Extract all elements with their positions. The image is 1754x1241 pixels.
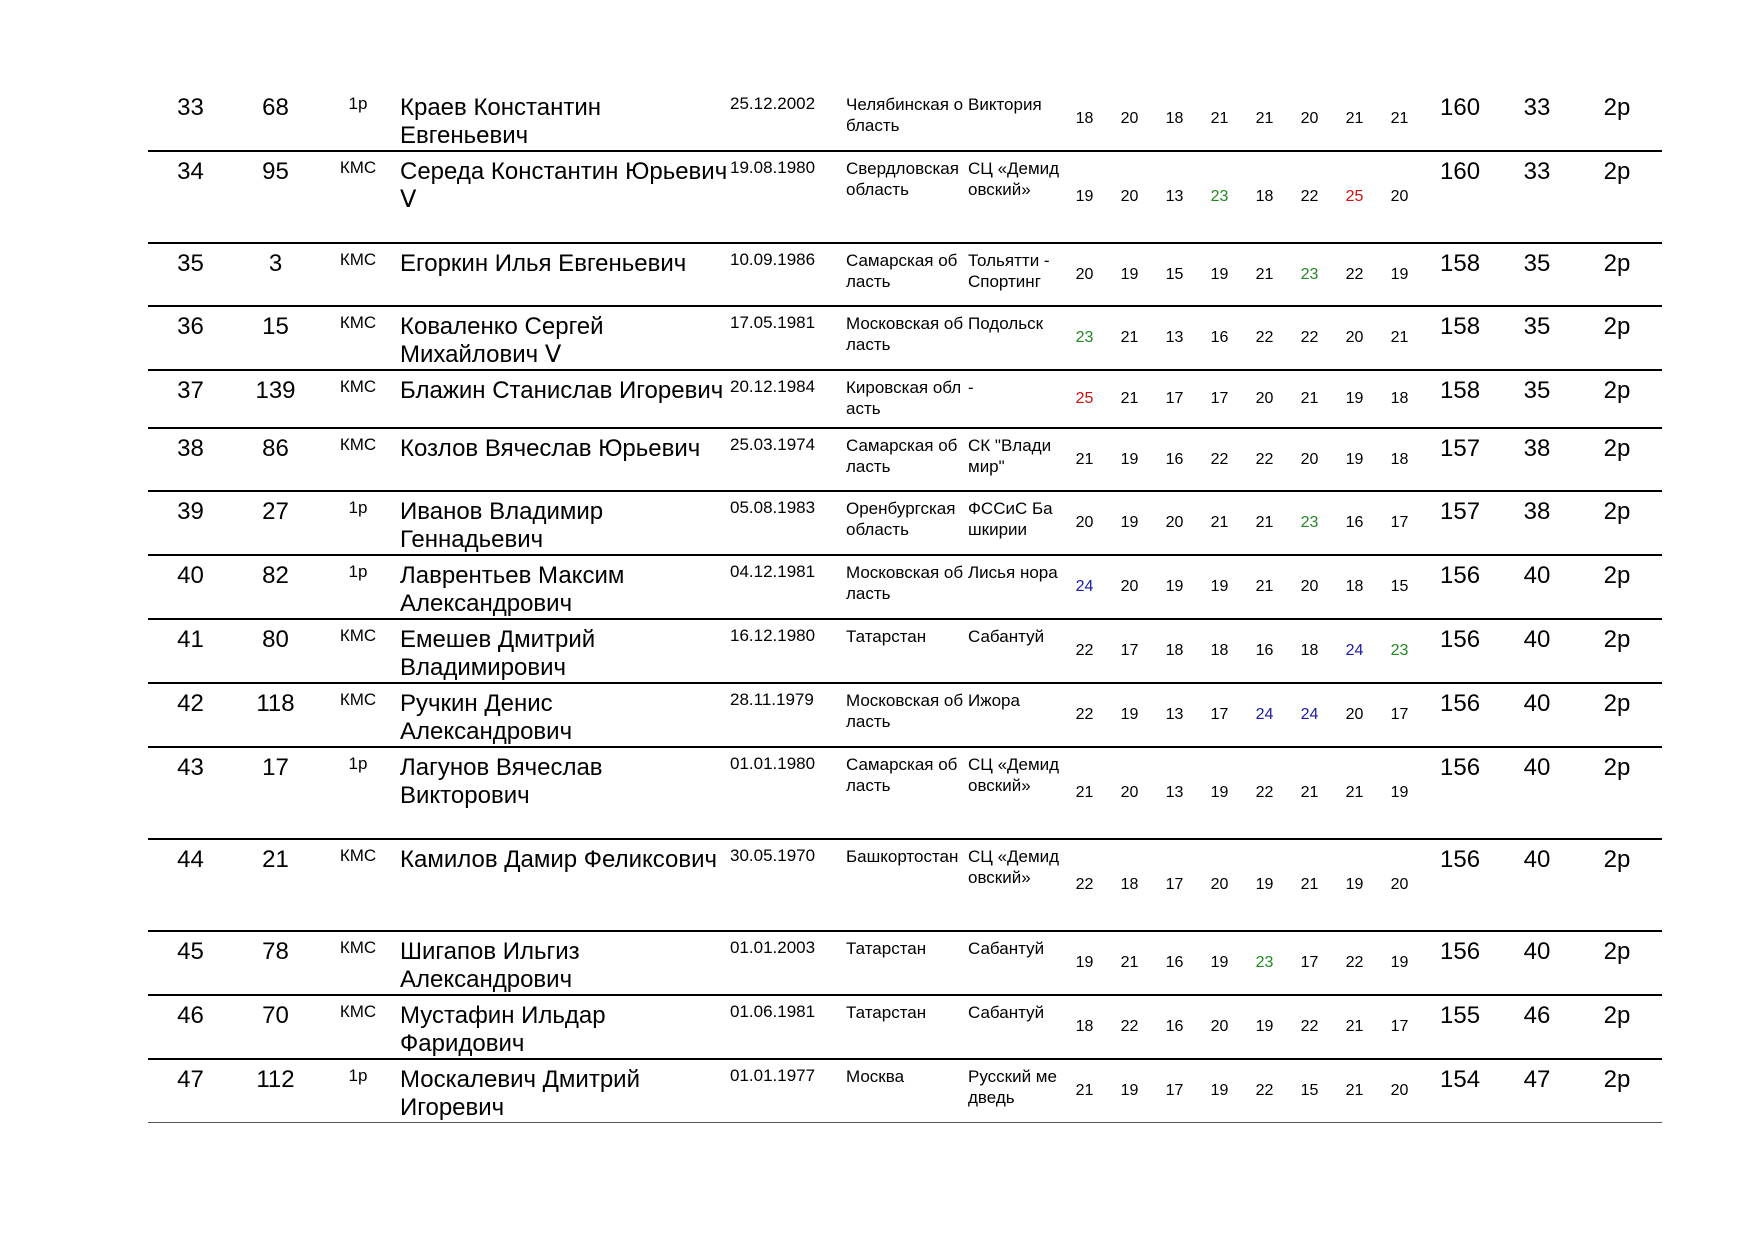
series-score-cell: 23 bbox=[1242, 931, 1287, 995]
series-score-cell: 18 bbox=[1152, 88, 1197, 151]
series-score-cell: 22 bbox=[1242, 1059, 1287, 1123]
final-position-cell: 46 bbox=[1502, 995, 1572, 1059]
series-score-cell: 19 bbox=[1332, 839, 1377, 931]
series-score-cell: 20 bbox=[1242, 370, 1287, 428]
athlete-name-cell: Краев Константин Евгеньевич bbox=[398, 88, 728, 151]
athlete-name-cell: Егоркин Илья Евгеньевич bbox=[398, 243, 728, 306]
place-cell: 43 bbox=[148, 747, 233, 839]
series-score-cell: 19 bbox=[1107, 1059, 1152, 1123]
series-score-cell: 19 bbox=[1197, 555, 1242, 619]
place-cell: 44 bbox=[148, 839, 233, 931]
sport-rank-cell: 1р bbox=[318, 491, 398, 555]
series-score-cell: 19 bbox=[1377, 931, 1422, 995]
place-cell: 41 bbox=[148, 619, 233, 683]
achieved-category-cell: 2р bbox=[1572, 1059, 1662, 1123]
total-score-cell: 156 bbox=[1422, 555, 1502, 619]
final-position-cell: 40 bbox=[1502, 619, 1572, 683]
series-score-cell: 17 bbox=[1197, 370, 1242, 428]
achieved-category-cell: 2р bbox=[1572, 491, 1662, 555]
series-score-cell: 20 bbox=[1287, 555, 1332, 619]
birth-date-cell: 17.05.1981 bbox=[728, 306, 844, 370]
series-score-cell: 19 bbox=[1377, 243, 1422, 306]
sport-rank-cell: КМС bbox=[318, 683, 398, 747]
club-cell: СК "Владимир" bbox=[966, 428, 1062, 491]
region-cell: Свердловская область bbox=[844, 151, 966, 243]
place-cell: 35 bbox=[148, 243, 233, 306]
athlete-name-cell: Середа Константин Юрьевич ᐯ bbox=[398, 151, 728, 243]
athlete-name-cell: Козлов Вячеслав Юрьевич bbox=[398, 428, 728, 491]
achieved-category-cell: 2р bbox=[1572, 747, 1662, 839]
athlete-name-cell: Блажин Станислав Игоревич bbox=[398, 370, 728, 428]
series-score-cell: 18 bbox=[1332, 555, 1377, 619]
series-score-cell: 22 bbox=[1242, 747, 1287, 839]
achieved-category-cell: 2р bbox=[1572, 683, 1662, 747]
birth-date-cell: 01.01.1977 bbox=[728, 1059, 844, 1123]
achieved-category-cell: 2р bbox=[1572, 619, 1662, 683]
final-position-cell: 40 bbox=[1502, 555, 1572, 619]
bib-number-cell: 82 bbox=[233, 555, 318, 619]
series-score-cell: 25 bbox=[1332, 151, 1377, 243]
club-cell: Подольск bbox=[966, 306, 1062, 370]
series-score-cell: 19 bbox=[1377, 747, 1422, 839]
series-score-cell: 20 bbox=[1332, 306, 1377, 370]
athlete-name-cell: Камилов Дамир Феликсович bbox=[398, 839, 728, 931]
series-score-cell: 21 bbox=[1287, 747, 1332, 839]
final-position-cell: 40 bbox=[1502, 839, 1572, 931]
athlete-name-cell: Лагунов Вячеслав Викторович bbox=[398, 747, 728, 839]
club-cell: Тольятти - Спортинг bbox=[966, 243, 1062, 306]
place-cell: 36 bbox=[148, 306, 233, 370]
sport-rank-cell: КМС bbox=[318, 370, 398, 428]
table-row bbox=[148, 555, 1662, 619]
series-score-cell: 17 bbox=[1107, 619, 1152, 683]
series-score-cell: 20 bbox=[1107, 747, 1152, 839]
series-score-cell: 21 bbox=[1287, 839, 1332, 931]
bib-number-cell: 21 bbox=[233, 839, 318, 931]
series-score-cell: 24 bbox=[1332, 619, 1377, 683]
series-score-cell: 21 bbox=[1062, 1059, 1107, 1123]
sport-rank-cell: КМС bbox=[318, 306, 398, 370]
series-score-cell: 22 bbox=[1062, 839, 1107, 931]
birth-date-cell: 20.12.1984 bbox=[728, 370, 844, 428]
final-position-cell: 33 bbox=[1502, 88, 1572, 151]
series-score-cell: 21 bbox=[1332, 1059, 1377, 1123]
series-score-cell: 21 bbox=[1332, 995, 1377, 1059]
birth-date-cell: 28.11.1979 bbox=[728, 683, 844, 747]
bib-number-cell: 139 bbox=[233, 370, 318, 428]
region-cell: Татарстан bbox=[844, 995, 966, 1059]
final-position-cell: 35 bbox=[1502, 243, 1572, 306]
series-score-cell: 21 bbox=[1287, 370, 1332, 428]
athlete-name-cell: Шигапов Ильгиз Александрович bbox=[398, 931, 728, 995]
final-position-cell: 40 bbox=[1502, 747, 1572, 839]
athlete-name-cell: Коваленко Сергей Михайлович ᐯ bbox=[398, 306, 728, 370]
achieved-category-cell: 2р bbox=[1572, 555, 1662, 619]
series-score-cell: 22 bbox=[1242, 306, 1287, 370]
series-score-cell: 13 bbox=[1152, 306, 1197, 370]
bib-number-cell: 27 bbox=[233, 491, 318, 555]
achieved-category-cell: 2р bbox=[1572, 995, 1662, 1059]
series-score-cell: 20 bbox=[1287, 88, 1332, 151]
achieved-category-cell: 2р bbox=[1572, 370, 1662, 428]
series-score-cell: 21 bbox=[1107, 306, 1152, 370]
sport-rank-cell: КМС bbox=[318, 243, 398, 306]
series-score-cell: 17 bbox=[1152, 839, 1197, 931]
series-score-cell: 20 bbox=[1377, 151, 1422, 243]
series-score-cell: 22 bbox=[1287, 306, 1332, 370]
sport-rank-cell: КМС bbox=[318, 931, 398, 995]
series-score-cell: 22 bbox=[1197, 428, 1242, 491]
place-cell: 37 bbox=[148, 370, 233, 428]
series-score-cell: 22 bbox=[1287, 995, 1332, 1059]
final-position-cell: 33 bbox=[1502, 151, 1572, 243]
series-score-cell: 18 bbox=[1287, 619, 1332, 683]
total-score-cell: 156 bbox=[1422, 747, 1502, 839]
total-score-cell: 157 bbox=[1422, 428, 1502, 491]
series-score-cell: 21 bbox=[1332, 88, 1377, 151]
series-score-cell: 21 bbox=[1242, 88, 1287, 151]
series-score-cell: 21 bbox=[1062, 428, 1107, 491]
athlete-name-cell: Москалевич Дмитрий Игоревич bbox=[398, 1059, 728, 1123]
series-score-cell: 20 bbox=[1287, 428, 1332, 491]
sport-rank-cell: 1р bbox=[318, 1059, 398, 1123]
region-cell: Оренбургская область bbox=[844, 491, 966, 555]
total-score-cell: 156 bbox=[1422, 931, 1502, 995]
series-score-cell: 18 bbox=[1197, 619, 1242, 683]
series-score-cell: 16 bbox=[1152, 428, 1197, 491]
total-score-cell: 158 bbox=[1422, 306, 1502, 370]
total-score-cell: 158 bbox=[1422, 370, 1502, 428]
table-row bbox=[148, 491, 1662, 555]
total-score-cell: 156 bbox=[1422, 619, 1502, 683]
club-cell: Лисья нора bbox=[966, 555, 1062, 619]
series-score-cell: 18 bbox=[1107, 839, 1152, 931]
club-cell: Ижора bbox=[966, 683, 1062, 747]
region-cell: Московская область bbox=[844, 683, 966, 747]
series-score-cell: 22 bbox=[1332, 243, 1377, 306]
final-position-cell: 47 bbox=[1502, 1059, 1572, 1123]
total-score-cell: 157 bbox=[1422, 491, 1502, 555]
series-score-cell: 15 bbox=[1287, 1059, 1332, 1123]
bib-number-cell: 70 bbox=[233, 995, 318, 1059]
achieved-category-cell: 2р bbox=[1572, 428, 1662, 491]
table-row bbox=[148, 683, 1662, 747]
final-position-cell: 38 bbox=[1502, 428, 1572, 491]
total-score-cell: 160 bbox=[1422, 88, 1502, 151]
series-score-cell: 22 bbox=[1332, 931, 1377, 995]
series-score-cell: 19 bbox=[1107, 491, 1152, 555]
series-score-cell: 21 bbox=[1377, 306, 1422, 370]
bib-number-cell: 95 bbox=[233, 151, 318, 243]
place-cell: 40 bbox=[148, 555, 233, 619]
series-score-cell: 18 bbox=[1242, 151, 1287, 243]
athlete-name-cell: Мустафин Ильдар Фаридович bbox=[398, 995, 728, 1059]
club-cell: Сабантуй bbox=[966, 619, 1062, 683]
place-cell: 34 bbox=[148, 151, 233, 243]
series-score-cell: 16 bbox=[1152, 995, 1197, 1059]
series-score-cell: 18 bbox=[1377, 428, 1422, 491]
series-score-cell: 21 bbox=[1332, 747, 1377, 839]
bib-number-cell: 86 bbox=[233, 428, 318, 491]
series-score-cell: 16 bbox=[1332, 491, 1377, 555]
series-score-cell: 13 bbox=[1152, 683, 1197, 747]
region-cell: Татарстан bbox=[844, 931, 966, 995]
achieved-category-cell: 2р bbox=[1572, 88, 1662, 151]
series-score-cell: 19 bbox=[1332, 370, 1377, 428]
series-score-cell: 24 bbox=[1062, 555, 1107, 619]
final-position-cell: 40 bbox=[1502, 683, 1572, 747]
sport-rank-cell: КМС bbox=[318, 428, 398, 491]
series-score-cell: 15 bbox=[1377, 555, 1422, 619]
series-score-cell: 20 bbox=[1197, 839, 1242, 931]
region-cell: Московская область bbox=[844, 555, 966, 619]
series-score-cell: 20 bbox=[1377, 1059, 1422, 1123]
series-score-cell: 21 bbox=[1242, 491, 1287, 555]
achieved-category-cell: 2р bbox=[1572, 839, 1662, 931]
region-cell: Москва bbox=[844, 1059, 966, 1123]
club-cell: Виктория bbox=[966, 88, 1062, 151]
birth-date-cell: 30.05.1970 bbox=[728, 839, 844, 931]
table-row bbox=[148, 839, 1662, 931]
series-score-cell: 23 bbox=[1287, 243, 1332, 306]
series-score-cell: 23 bbox=[1287, 491, 1332, 555]
series-score-cell: 20 bbox=[1107, 151, 1152, 243]
series-score-cell: 19 bbox=[1197, 1059, 1242, 1123]
place-cell: 47 bbox=[148, 1059, 233, 1123]
sport-rank-cell: 1р bbox=[318, 555, 398, 619]
series-score-cell: 21 bbox=[1197, 491, 1242, 555]
bib-number-cell: 68 bbox=[233, 88, 318, 151]
series-score-cell: 21 bbox=[1107, 370, 1152, 428]
birth-date-cell: 05.08.1983 bbox=[728, 491, 844, 555]
series-score-cell: 19 bbox=[1107, 428, 1152, 491]
achieved-category-cell: 2р bbox=[1572, 931, 1662, 995]
series-score-cell: 18 bbox=[1062, 88, 1107, 151]
series-score-cell: 20 bbox=[1107, 88, 1152, 151]
bib-number-cell: 80 bbox=[233, 619, 318, 683]
bib-number-cell: 3 bbox=[233, 243, 318, 306]
athlete-name-cell: Лаврентьев Максим Александрович bbox=[398, 555, 728, 619]
table-row bbox=[148, 370, 1662, 428]
birth-date-cell: 01.06.1981 bbox=[728, 995, 844, 1059]
birth-date-cell: 25.03.1974 bbox=[728, 428, 844, 491]
club-cell: СЦ «Демидовский» bbox=[966, 839, 1062, 931]
series-score-cell: 21 bbox=[1197, 88, 1242, 151]
series-score-cell: 19 bbox=[1242, 839, 1287, 931]
table-row bbox=[148, 619, 1662, 683]
series-score-cell: 18 bbox=[1377, 370, 1422, 428]
series-score-cell: 20 bbox=[1107, 555, 1152, 619]
series-score-cell: 25 bbox=[1062, 370, 1107, 428]
total-score-cell: 154 bbox=[1422, 1059, 1502, 1123]
series-score-cell: 21 bbox=[1107, 931, 1152, 995]
place-cell: 33 bbox=[148, 88, 233, 151]
region-cell: Самарская область bbox=[844, 428, 966, 491]
region-cell: Башкортостан bbox=[844, 839, 966, 931]
sport-rank-cell: 1р bbox=[318, 88, 398, 151]
region-cell: Самарская область bbox=[844, 747, 966, 839]
table-row bbox=[148, 1059, 1662, 1123]
place-cell: 45 bbox=[148, 931, 233, 995]
series-score-cell: 17 bbox=[1287, 931, 1332, 995]
bib-number-cell: 15 bbox=[233, 306, 318, 370]
table-row bbox=[148, 243, 1662, 306]
sport-rank-cell: КМС bbox=[318, 151, 398, 243]
club-cell: СЦ «Демидовский» bbox=[966, 747, 1062, 839]
place-cell: 46 bbox=[148, 995, 233, 1059]
series-score-cell: 15 bbox=[1152, 243, 1197, 306]
sport-rank-cell: КМС bbox=[318, 839, 398, 931]
club-cell: СЦ «Демидовский» bbox=[966, 151, 1062, 243]
club-cell: - bbox=[966, 370, 1062, 428]
bib-number-cell: 118 bbox=[233, 683, 318, 747]
table-row bbox=[148, 931, 1662, 995]
birth-date-cell: 04.12.1981 bbox=[728, 555, 844, 619]
series-score-cell: 22 bbox=[1062, 619, 1107, 683]
table-row bbox=[148, 428, 1662, 491]
sport-rank-cell: КМС bbox=[318, 619, 398, 683]
series-score-cell: 16 bbox=[1152, 931, 1197, 995]
birth-date-cell: 01.01.2003 bbox=[728, 931, 844, 995]
table-row bbox=[148, 306, 1662, 370]
birth-date-cell: 25.12.2002 bbox=[728, 88, 844, 151]
place-cell: 38 bbox=[148, 428, 233, 491]
series-score-cell: 17 bbox=[1197, 683, 1242, 747]
series-score-cell: 24 bbox=[1242, 683, 1287, 747]
series-score-cell: 23 bbox=[1377, 619, 1422, 683]
table-row bbox=[148, 151, 1662, 243]
series-score-cell: 24 bbox=[1287, 683, 1332, 747]
region-cell: Московская область bbox=[844, 306, 966, 370]
series-score-cell: 22 bbox=[1107, 995, 1152, 1059]
total-score-cell: 156 bbox=[1422, 683, 1502, 747]
series-score-cell: 13 bbox=[1152, 747, 1197, 839]
series-score-cell: 19 bbox=[1197, 931, 1242, 995]
birth-date-cell: 01.01.1980 bbox=[728, 747, 844, 839]
table-row bbox=[148, 995, 1662, 1059]
region-cell: Кировская область bbox=[844, 370, 966, 428]
achieved-category-cell: 2р bbox=[1572, 243, 1662, 306]
final-position-cell: 40 bbox=[1502, 931, 1572, 995]
series-score-cell: 13 bbox=[1152, 151, 1197, 243]
series-score-cell: 20 bbox=[1377, 839, 1422, 931]
series-score-cell: 17 bbox=[1377, 995, 1422, 1059]
series-score-cell: 16 bbox=[1242, 619, 1287, 683]
bib-number-cell: 112 bbox=[233, 1059, 318, 1123]
bib-number-cell: 17 bbox=[233, 747, 318, 839]
total-score-cell: 156 bbox=[1422, 839, 1502, 931]
series-score-cell: 22 bbox=[1242, 428, 1287, 491]
series-score-cell: 22 bbox=[1062, 683, 1107, 747]
total-score-cell: 158 bbox=[1422, 243, 1502, 306]
birth-date-cell: 19.08.1980 bbox=[728, 151, 844, 243]
results-body bbox=[148, 88, 1662, 1123]
series-score-cell: 19 bbox=[1062, 151, 1107, 243]
series-score-cell: 19 bbox=[1242, 995, 1287, 1059]
achieved-category-cell: 2р bbox=[1572, 151, 1662, 243]
results-table bbox=[148, 88, 1662, 1123]
region-cell: Татарстан bbox=[844, 619, 966, 683]
series-score-cell: 17 bbox=[1377, 683, 1422, 747]
achieved-category-cell: 2р bbox=[1572, 306, 1662, 370]
series-score-cell: 21 bbox=[1242, 243, 1287, 306]
series-score-cell: 19 bbox=[1107, 683, 1152, 747]
club-cell: Сабантуй bbox=[966, 995, 1062, 1059]
series-score-cell: 20 bbox=[1332, 683, 1377, 747]
series-score-cell: 17 bbox=[1152, 370, 1197, 428]
series-score-cell: 19 bbox=[1197, 747, 1242, 839]
series-score-cell: 16 bbox=[1197, 306, 1242, 370]
region-cell: Челябинская область bbox=[844, 88, 966, 151]
athlete-name-cell: Иванов Владимир Геннадьевич bbox=[398, 491, 728, 555]
sport-rank-cell: 1р bbox=[318, 747, 398, 839]
series-score-cell: 18 bbox=[1062, 995, 1107, 1059]
series-score-cell: 20 bbox=[1152, 491, 1197, 555]
place-cell: 42 bbox=[148, 683, 233, 747]
total-score-cell: 160 bbox=[1422, 151, 1502, 243]
table-row bbox=[148, 88, 1662, 151]
sport-rank-cell: КМС bbox=[318, 995, 398, 1059]
athlete-name-cell: Емешев Дмитрий Владимирович bbox=[398, 619, 728, 683]
series-score-cell: 17 bbox=[1377, 491, 1422, 555]
region-cell: Самарская область bbox=[844, 243, 966, 306]
club-cell: Русский медведь bbox=[966, 1059, 1062, 1123]
series-score-cell: 18 bbox=[1152, 619, 1197, 683]
series-score-cell: 20 bbox=[1197, 995, 1242, 1059]
series-score-cell: 20 bbox=[1062, 243, 1107, 306]
series-score-cell: 19 bbox=[1332, 428, 1377, 491]
final-position-cell: 35 bbox=[1502, 370, 1572, 428]
club-cell: ФССиС Башкирии bbox=[966, 491, 1062, 555]
final-position-cell: 35 bbox=[1502, 306, 1572, 370]
club-cell: Сабантуй bbox=[966, 931, 1062, 995]
series-score-cell: 21 bbox=[1377, 88, 1422, 151]
athlete-name-cell: Ручкин Денис Александрович bbox=[398, 683, 728, 747]
final-position-cell: 38 bbox=[1502, 491, 1572, 555]
birth-date-cell: 10.09.1986 bbox=[728, 243, 844, 306]
series-score-cell: 21 bbox=[1242, 555, 1287, 619]
series-score-cell: 21 bbox=[1062, 747, 1107, 839]
series-score-cell: 23 bbox=[1197, 151, 1242, 243]
series-score-cell: 23 bbox=[1062, 306, 1107, 370]
birth-date-cell: 16.12.1980 bbox=[728, 619, 844, 683]
series-score-cell: 17 bbox=[1152, 1059, 1197, 1123]
place-cell: 39 bbox=[148, 491, 233, 555]
series-score-cell: 20 bbox=[1062, 491, 1107, 555]
series-score-cell: 19 bbox=[1197, 243, 1242, 306]
total-score-cell: 155 bbox=[1422, 995, 1502, 1059]
series-score-cell: 19 bbox=[1107, 243, 1152, 306]
bib-number-cell: 78 bbox=[233, 931, 318, 995]
series-score-cell: 19 bbox=[1062, 931, 1107, 995]
table-row bbox=[148, 747, 1662, 839]
series-score-cell: 22 bbox=[1287, 151, 1332, 243]
series-score-cell: 19 bbox=[1152, 555, 1197, 619]
